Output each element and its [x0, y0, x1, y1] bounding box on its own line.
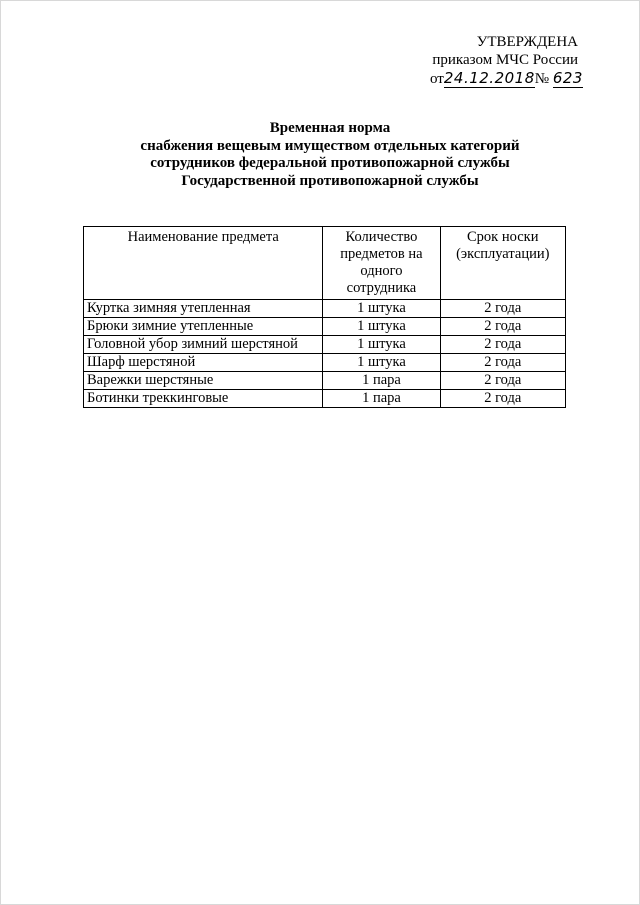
approval-block	[410, 33, 583, 88]
approval-order: приказом МЧС России	[432, 52, 578, 68]
table-row	[84, 318, 566, 336]
title-line-2: снабжения вещевым имуществом отдельных категорий	[140, 137, 520, 154]
header-quantity: Количество предметов на одного сотрудника	[323, 227, 440, 300]
cell-wear-period: 2 года	[440, 372, 566, 390]
table-row	[84, 300, 566, 318]
approval-number-handwritten: 623	[552, 69, 583, 87]
cell-wear-period: 2 года	[440, 318, 566, 336]
cell-item-name: Брюки зимние утепленные	[84, 318, 323, 336]
table-header-row	[84, 227, 566, 300]
table-row	[84, 336, 566, 354]
cell-quantity: 1 штука	[323, 300, 440, 318]
approval-from-label: от	[430, 71, 444, 87]
table-row	[84, 390, 566, 408]
table-row	[84, 372, 566, 390]
cell-item-name: Шарф шерстяной	[84, 354, 323, 372]
header-wear-period: Срок носки (эксплуатации)	[440, 227, 566, 300]
cell-quantity: 1 пара	[323, 390, 440, 408]
cell-wear-period: 2 года	[440, 354, 566, 372]
cell-quantity: 1 штука	[323, 354, 440, 372]
cell-quantity: 1 штука	[323, 318, 440, 336]
approval-date-line	[410, 69, 583, 88]
header-item-name: Наименование предмета	[84, 227, 323, 300]
cell-item-name: Головной убор зимний шерстяной	[84, 336, 323, 354]
cell-item-name: Куртка зимняя утепленная	[84, 300, 323, 318]
approval-title: УТВЕРЖДЕНА	[476, 34, 578, 50]
cell-wear-period: 2 года	[440, 336, 566, 354]
cell-quantity: 1 пара	[323, 372, 440, 390]
cell-item-name: Варежки шерстяные	[84, 372, 323, 390]
approval-number-label: №	[534, 71, 550, 87]
title-line-3: сотрудников федеральной противопожарной службы	[150, 155, 510, 171]
title-line-1: Временная норма	[269, 120, 391, 136]
cell-wear-period: 2 года	[440, 390, 566, 408]
title-line-4: Государственной противопожарной службы	[181, 172, 479, 189]
cell-quantity: 1 штука	[323, 336, 440, 354]
norm-table	[83, 226, 566, 408]
table-row	[84, 354, 566, 372]
cell-item-name: Ботинки треккинговые	[84, 390, 323, 408]
cell-wear-period: 2 года	[440, 300, 566, 318]
document-title	[60, 120, 600, 190]
approval-date-handwritten: 24.12.2018	[443, 69, 535, 87]
